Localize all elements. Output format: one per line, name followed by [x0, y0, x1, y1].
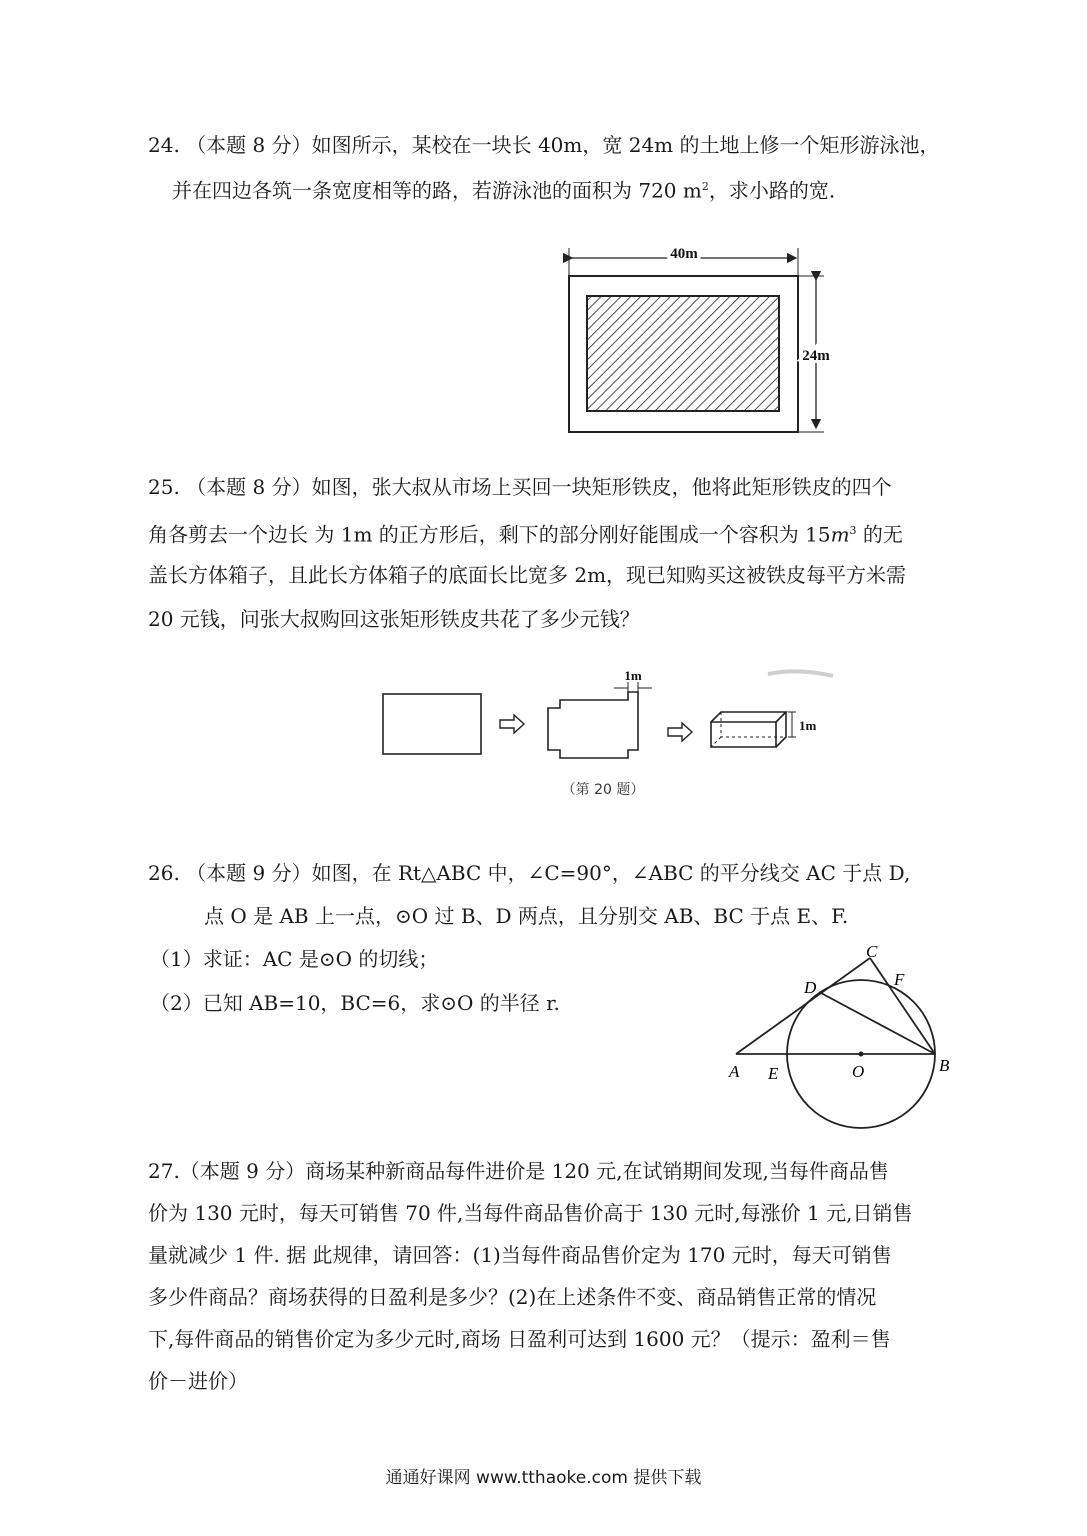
center-point — [859, 1052, 864, 1057]
segment-ac — [736, 958, 870, 1054]
q25-line-4: 20 元钱，问张大叔购回这张矩形铁皮共花了多少元钱？ — [148, 607, 640, 631]
q27-line-4: 多少件商品？商场获得的日盈利是多少？(2)在上述条件不变、商品销售正常的情况 — [148, 1285, 877, 1309]
q25-unit-m: m — [830, 522, 850, 547]
page-footer: 通通好课网 www.tthaoke.com 提供下载 — [385, 1468, 702, 1488]
figure-caption: （第 20 题） — [561, 782, 645, 798]
arrow-1-icon — [500, 715, 524, 733]
q25-line-2 — [148, 518, 903, 548]
q25-line-3: 盖长方体箱子，且此长方体箱子的底面长比宽多 2m，现已知购买这被铁皮每平方米需 — [148, 563, 907, 587]
q27-line-1: 27.（本题 9 分）商场某种新商品每件进价是 120 元,在试销期间发现,当每件商品售 — [148, 1159, 889, 1183]
q26-line-2: 点 O 是 AB 上一点，⊙O 过 B、D 两点，且分别交 AB、BC 于点 E、F. — [204, 904, 849, 928]
cut-size-label: 1m — [624, 668, 642, 683]
width-dim-label: 40m — [670, 246, 698, 262]
label-f: F — [894, 970, 905, 989]
label-c: C — [866, 942, 878, 961]
label-e: E — [768, 1064, 779, 1083]
box-height-label: 1m — [799, 718, 817, 733]
q25-unit-exponent: 3 — [849, 524, 857, 537]
cut-sheet-shape — [548, 692, 638, 758]
label-d: D — [804, 978, 817, 997]
label-o: O — [852, 1062, 865, 1081]
q27-line-3: 量就减少 1 件. 据 此规律，请回答：(1)当每件商品售价定为 170 元时，每天可销售 — [148, 1243, 892, 1267]
height-dim-label: 24m — [802, 348, 830, 364]
q24-line-1: 24. （本题 8 分）如图所示，某校在一块长 40m，宽 24m 的土地上修一个矩形游泳池， — [148, 133, 940, 157]
label-b: B — [939, 1056, 950, 1075]
q26-part-1: （1）求证：AC 是⊙O 的切线； — [150, 947, 439, 971]
q24-line-2 — [172, 174, 835, 204]
arrow-2-icon — [668, 723, 692, 741]
q27-line-5: 下,每件商品的销售价定为多少元时,商场 日盈利可达到 1600 元？（提示：盈利＝售 — [148, 1327, 891, 1351]
segment-db — [821, 993, 935, 1054]
q24-line-2-end: ，求小路的宽. — [708, 178, 836, 203]
box-figure — [711, 712, 786, 747]
q24-pool-figure — [560, 238, 840, 438]
q24-unit-exponent: 2 — [701, 180, 709, 193]
sheet-rect — [383, 694, 481, 754]
label-a: A — [729, 1062, 740, 1081]
q24-line-2-text: 并在四边各筑一条宽度相等的路，若游泳池的面积为 720 m — [172, 178, 702, 203]
q25-sheet-figure — [378, 662, 848, 812]
q25-line-2-text: 角各剪去一个边长 为 1m 的正方形后，剩下的部分刚好能围成一个容积为 15 — [148, 522, 831, 547]
q26-part-2: （2）已知 AB=10，BC=6，求⊙O 的半径 r. — [150, 991, 560, 1015]
q25-line-1: 25. （本题 8 分）如图，张大叔从市场上买回一块矩形铁皮，他将此矩形铁皮的四个 — [148, 475, 892, 499]
q25-line-2-end: 的无 — [856, 522, 903, 547]
q26-line-1: 26. （本题 9 分）如图，在 Rt△ABC 中，∠C=90°，∠ABC 的平分线交 AC 于点 D, — [148, 861, 911, 885]
pool-rect — [587, 296, 779, 411]
q27-line-2: 价为 130 元时，每天可销售 70 件,当每件商品售价高于 130 元时,每涨价 1 元,日销售 — [148, 1201, 913, 1225]
q27-line-6: 价－进价） — [148, 1369, 248, 1393]
q26-geometry-figure — [724, 938, 964, 1138]
